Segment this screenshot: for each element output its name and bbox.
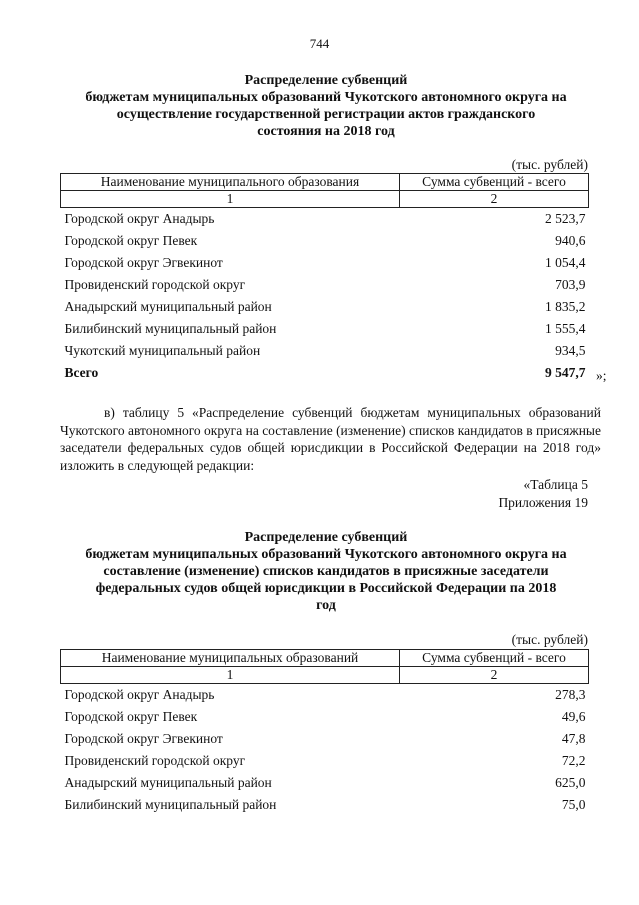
table5-heading-line: Распределение субвенций [244,530,408,545]
row-value: 49,6 [561,709,586,724]
table-row [61,706,589,728]
row-value: 72,2 [561,753,586,768]
amendment-paragraph: в) таблицу 5 «Распределение субвенций бюджетам муниципальных образований Чукотского автономного округа на составление (изменение) списков кандидатов в присяжные заседатели федеральных судов общей юрисдикции в Российской Федерации на 2018 год» изложить в следующей редакции: [60,405,601,473]
row-value: 278,3 [555,687,586,702]
row-value: 2 523,7 [545,211,586,226]
row-value: 75,0 [561,797,586,812]
table4-col2-num: 2 [400,191,589,208]
table5-col2-num: 2 [400,667,589,684]
table4-heading [56,72,596,140]
table5-colnum-row [61,667,589,684]
row-name: Анадырский муниципальный район [64,775,272,790]
table5-heading-line: год [316,598,336,613]
table-row [61,340,589,362]
row-name: Городской округ Эгвекинот [64,731,223,746]
table-reference-line1: «Таблица 5 [523,477,588,492]
table-reference-line2: Приложения 19 [498,494,588,510]
row-value: 1 054,4 [545,255,586,270]
row-value: 1 555,4 [545,321,586,336]
row-name: Городской округ Певек [64,709,198,724]
table4-col1-header: Наименование муниципального образования [61,174,400,191]
table4-colnum-row [61,191,589,208]
row-name: Билибинский муниципальный район [64,797,277,812]
table-row [61,208,589,231]
table-row [61,296,589,318]
table-row [61,750,589,772]
row-value: 47,8 [561,731,586,746]
table5-heading-line: бюджетам муниципальных образований Чукотского автономного округа на [85,547,567,562]
total-label: Всего [64,365,99,380]
table4-col1-num: 1 [61,191,400,208]
total-closing-quote: »; [596,368,607,383]
table-row [61,252,589,274]
table5-heading-line: федеральных судов общей юрисдикции в Российской Федерации па 2018 [95,581,557,596]
table-row [61,274,589,296]
table-row [61,772,589,794]
table4-heading-line: Распределение субвенций [244,73,408,88]
table-reference [498,476,588,511]
table-row [61,318,589,340]
row-value: 940,6 [555,233,586,248]
table5-col1-num: 1 [61,667,400,684]
table-row [61,728,589,750]
row-name: Анадырский муниципальный район [64,299,272,314]
table5-heading-line: составление (изменение) списков кандидатов в присяжные заседатели [103,564,549,579]
table5-col2-header: Сумма субвенций - всего [400,650,589,667]
row-name: Городской округ Анадырь [64,687,215,702]
table4-heading-line: осуществление государственной регистрации актов гражданского [116,107,536,122]
row-name: Чукотский муниципальный район [64,343,261,358]
table5-units: (тыс. рублей) [511,632,588,647]
total-value: 9 547,7 [545,365,586,380]
table-row [61,684,589,707]
table4 [60,173,589,384]
row-name: Городской округ Певек [64,233,198,248]
row-name: Городской округ Анадырь [64,211,215,226]
row-name: Билибинский муниципальный район [64,321,277,336]
table4-units: (тыс. рублей) [511,157,588,172]
row-name: Городской округ Эгвекинот [64,255,223,270]
row-name: Провиденский городской округ [64,277,246,292]
page-number: 744 [309,36,330,51]
table4-heading-line: бюджетам муниципальных образований Чукотского автономного округа на [85,90,567,105]
table4-total-row [61,362,589,384]
row-value: 934,5 [555,343,586,358]
table5 [60,649,589,816]
table-row [61,794,589,816]
row-value: 703,9 [555,277,586,292]
table4-header-row [61,174,589,191]
table5-col1-header: Наименование муниципальных образований [61,650,400,667]
table5-heading [56,529,596,614]
table4-heading-line: состояния на 2018 год [257,124,395,139]
row-name: Провиденский городской округ [64,753,246,768]
table5-header-row [61,650,589,667]
row-value: 1 835,2 [545,299,586,314]
row-value: 625,0 [555,775,586,790]
table4-col2-header: Сумма субвенций - всего [400,174,589,191]
table-row [61,230,589,252]
